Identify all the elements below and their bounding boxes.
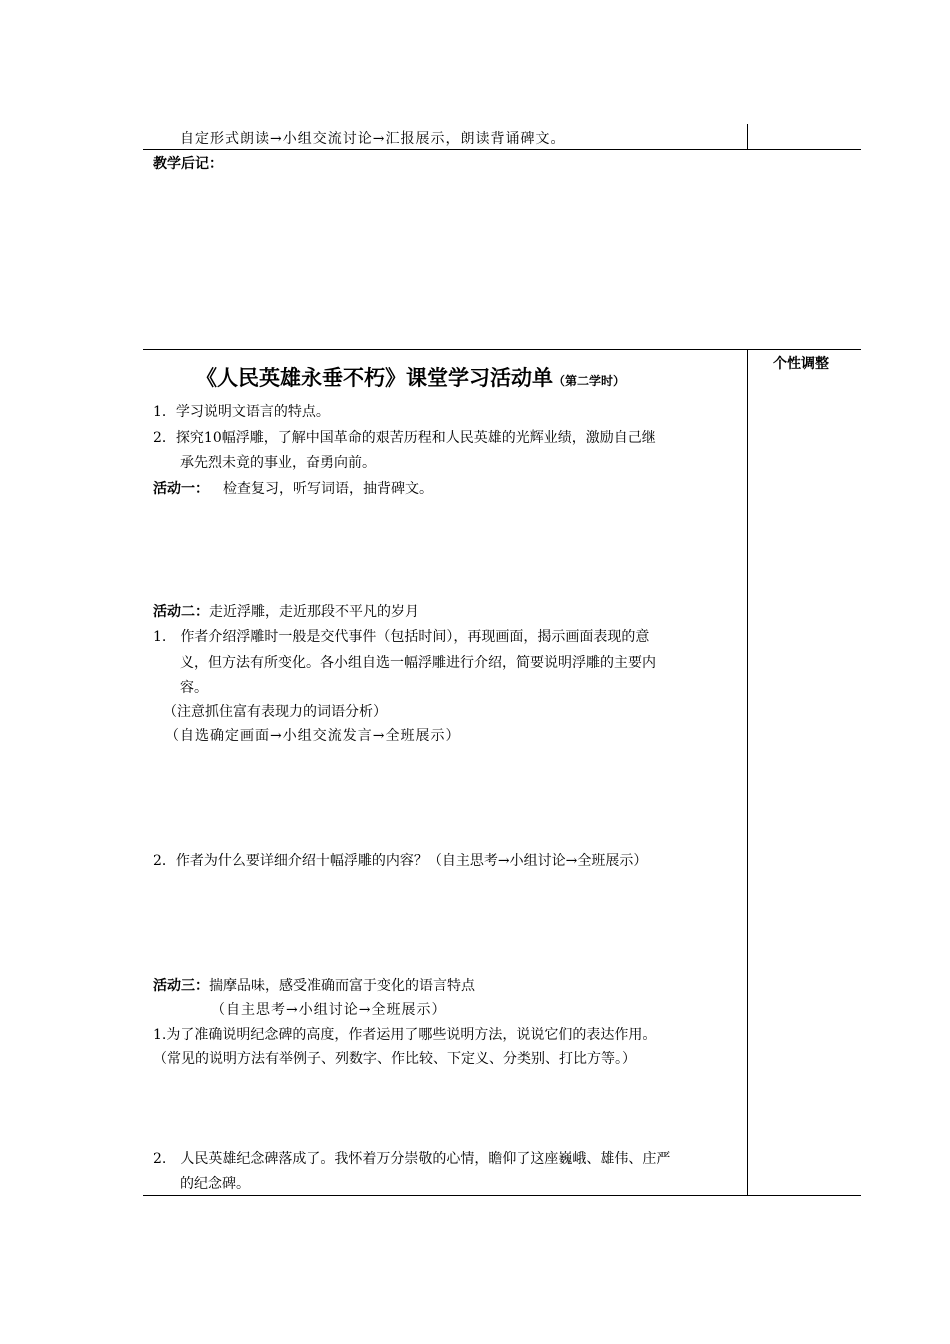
activity-1-text: 检查复习，听写词语，抽背碑文。 bbox=[223, 481, 433, 497]
activity-3 bbox=[153, 977, 475, 995]
top-column-divider bbox=[747, 124, 748, 150]
teaching-notes-label: 教学后记： bbox=[153, 156, 223, 172]
activity-3-label: 活动三： bbox=[153, 978, 209, 994]
worksheet-column-divider bbox=[747, 349, 748, 1196]
activity-3-q2-line2: 的纪念碑。 bbox=[180, 1176, 250, 1192]
worksheet-title bbox=[196, 365, 625, 394]
activity-2-q1-line1: 1. 作者介绍浮雕时一般是交代事件（包括时间），再现画面，揭示画面表现的意 bbox=[153, 629, 650, 645]
worksheet-title-sub: （第二学时） bbox=[553, 374, 626, 388]
activity-2-q1-line3: 容。 bbox=[180, 680, 208, 696]
side-column-header: 个性调整 bbox=[773, 356, 829, 372]
worksheet-title-main: 《人民英雄永垂不朽》课堂学习活动单 bbox=[196, 366, 553, 390]
activity-2-q1-line2: 义，但方法有所变化。各小组自选一幅浮雕进行介绍，简要说明浮雕的主要内 bbox=[180, 655, 656, 671]
goal-2-continued: 承先烈未竟的事业，奋勇向前。 bbox=[180, 455, 376, 471]
activity-2-text: 走近浮雕，走近那段不平凡的岁月 bbox=[209, 604, 419, 620]
top-section-bottom-rule bbox=[143, 149, 861, 150]
goal-2: 2．探究10幅浮雕，了解中国革命的艰苦历程和人民英雄的光辉业绩，激励自己继 bbox=[153, 430, 656, 446]
activity-1 bbox=[153, 480, 433, 498]
activity-2 bbox=[153, 603, 419, 621]
goal-1: 1．学习说明文语言的特点。 bbox=[153, 404, 330, 420]
activity-2-q2: 2．作者为什么要详细介绍十幅浮雕的内容？（自主思考→小组讨论→全班展示） bbox=[153, 853, 648, 869]
activity-1-label: 活动一： bbox=[153, 481, 209, 497]
activity-3-q2-line1: 2. 人民英雄纪念碑落成了。我怀着万分崇敬的心情，瞻仰了这座巍峨、雄伟、庄严 bbox=[153, 1151, 671, 1167]
activity-3-q1: 1.为了准确说明纪念碑的高度，作者运用了哪些说明方法，说说它们的表达作用。 bbox=[153, 1027, 657, 1043]
activity-2-q1-note1: （注意抓住富有表现力的词语分析） bbox=[163, 704, 387, 720]
worksheet-top-rule bbox=[143, 349, 861, 350]
worksheet-bottom-rule bbox=[143, 1195, 861, 1196]
activity-2-q1-note2: （自选确定画面→小组交流发言→全班展示） bbox=[165, 728, 461, 744]
activity-3-text: 揣摩品味，感受准确而富于变化的语言特点 bbox=[209, 978, 475, 994]
activity-2-label: 活动二： bbox=[153, 604, 209, 620]
activity-3-note: （自主思考→小组讨论→全班展示） bbox=[211, 1002, 447, 1018]
reading-instruction: 自定形式朗读→小组交流讨论→汇报展示，朗读背诵碑文。 bbox=[180, 131, 566, 147]
activity-3-q1-note: （常见的说明方法有举例子、列数字、作比较、下定义、分类别、打比方等。） bbox=[153, 1051, 636, 1067]
